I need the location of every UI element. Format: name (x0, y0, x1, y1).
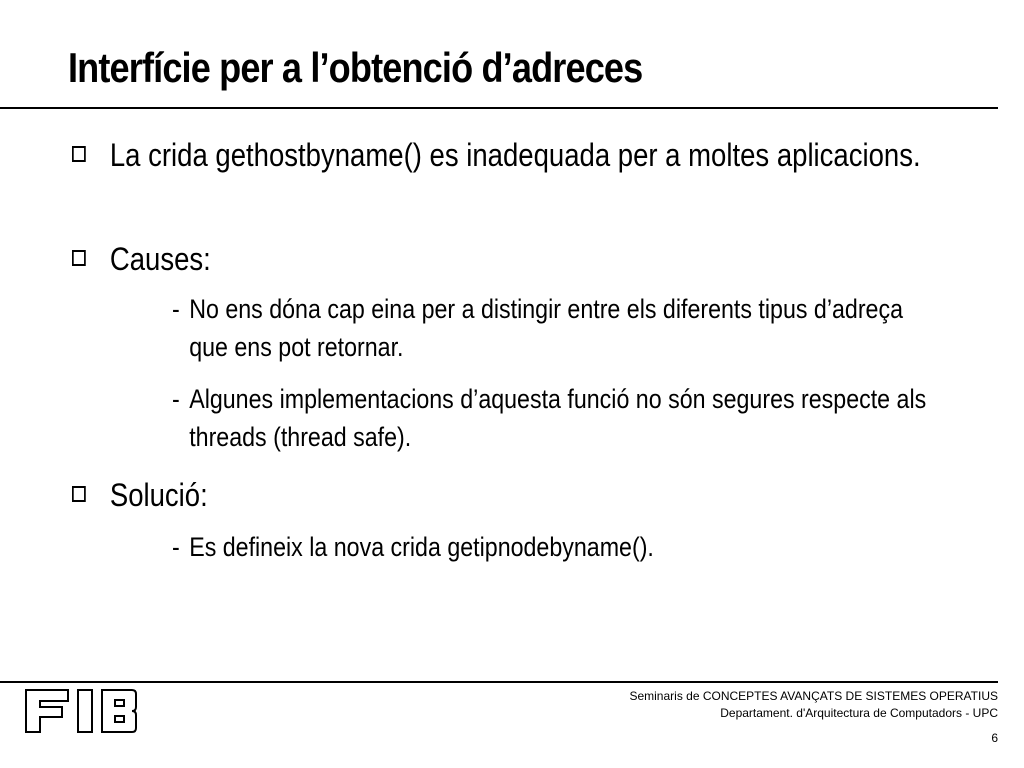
sub-item (172, 290, 946, 366)
sub-item-text: No ens dóna cap eina per a distingir entre els diferents tipus d’adreça que ens pot retornar. (189, 294, 903, 362)
square-bullet-icon (72, 146, 86, 162)
page-number: 6 (991, 731, 998, 745)
sub-item (172, 380, 946, 456)
dash-marker: - (172, 384, 180, 414)
footer-course-name: Seminaris de CONCEPTES AVANÇATS DE SISTEMES OPERATIUS (629, 689, 998, 703)
dash-marker: - (172, 294, 180, 324)
sub-item (172, 528, 946, 566)
sub-item-text: Algunes implementacions d’aquesta funció no són segures respecte als threads (thread safe). (189, 384, 927, 452)
square-bullet-icon (72, 486, 86, 502)
slide-title: Interfície per a l’obtenció d’adreces (68, 44, 643, 91)
square-bullet-icon (72, 250, 86, 266)
bullet-item (72, 474, 588, 516)
bullet-item (72, 238, 588, 280)
sub-item-text: Es defineix la nova crida getipnodebyname(). (189, 532, 654, 562)
bullet-text: La crida gethostbyname() es inadequada per a moltes aplicacions. (109, 137, 921, 173)
dash-marker: - (172, 532, 180, 562)
title-divider (0, 107, 998, 109)
bullet-text: Causes: (109, 241, 211, 277)
footer-divider (0, 681, 998, 683)
bullet-item (72, 134, 932, 176)
footer-department: Departament. d'Arquitectura de Computadors - UPC (720, 706, 998, 720)
bullet-text: Solució: (109, 477, 208, 513)
fib-logo (24, 688, 138, 734)
